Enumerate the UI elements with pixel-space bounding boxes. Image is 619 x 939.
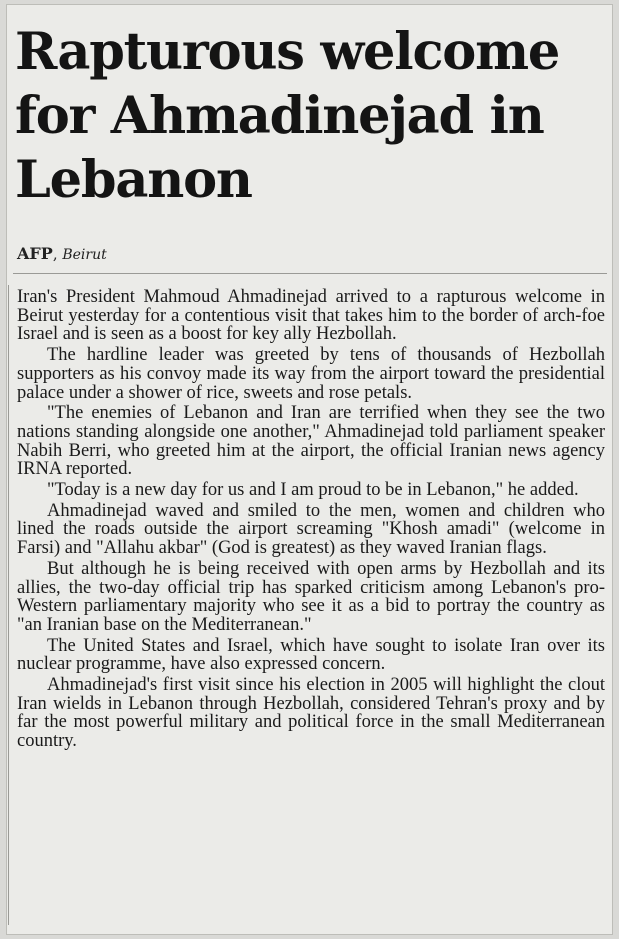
byline-location: Beirut <box>62 247 107 263</box>
byline-divider <box>13 273 607 274</box>
byline <box>17 243 107 266</box>
column-edge-line <box>8 285 9 925</box>
article-paragraph: Ahmadinejad waved and smiled to the men, women and children who lined the roads outside the airport screaming "Khosh amadi" (welcome in Farsi) and "Allahu akbar" (God is greatest) as they waved Iranian flags. <box>17 500 605 559</box>
byline-separator: , <box>52 245 63 263</box>
byline-agency: AFP <box>17 244 53 263</box>
article-paragraph: The United States and Israel, which have sought to isolate Iran over its nuclear programme, have also expressed concern. <box>17 635 605 675</box>
article-paragraph: Iran's President Mahmoud Ahmadinejad arrived to a rapturous welcome in Beirut yesterday for a contentious visit that takes him to the border of arch-foe Israel and is seen as a boost for key ally Hezbollah. <box>17 287 605 345</box>
article-paragraph: The hardline leader was greeted by tens of thousands of Hezbollah supporters as his convoy made its way from the airport toward the presidential palace under a shower of rice, sweets and rose petals. <box>17 345 605 403</box>
article-body <box>17 288 605 753</box>
article-paragraph: "Today is a new day for us and I am proud to be in Lebanon," he added. <box>47 480 579 501</box>
article-paragraph: But although he is being received with open arms by Hezbollah and its allies, the two-day official trip has sparked criticism among Lebanon's pro-Western parliamentary majority who see it as a bid to portray the country as "an Iranian base on the Mediterranean." <box>17 558 605 635</box>
article-paragraph: Ahmadinejad's first visit since his election in 2005 will highlight the clout Iran wields in Lebanon through Hezbollah, considered Tehran's proxy and by far the most powerful military and political force in the small Mediterranean country. <box>17 675 605 752</box>
article-headline: Rapturous welcome for Ahmadinejad in Lebanon <box>15 22 560 210</box>
article-paragraph: "The enemies of Lebanon and Iran are terrified when they see the two nations standing alongside one another," Ahmadinejad told parliament speaker Nabih Berri, who greeted him at the airport, the official Iranian news agency IRNA reported. <box>17 403 605 480</box>
